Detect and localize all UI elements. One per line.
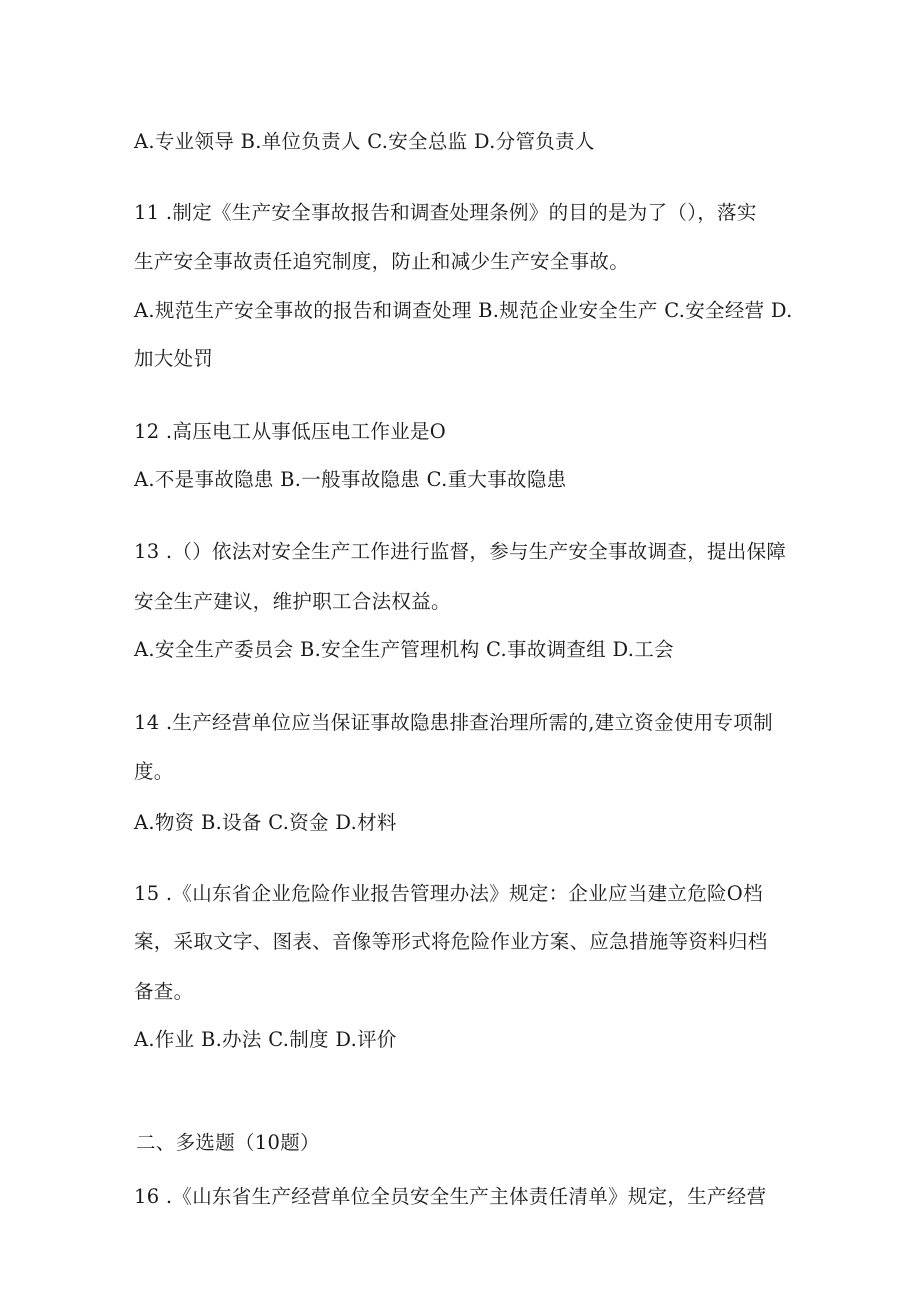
q13-stem-line-1: 13 .（）依法对安全生产工作进行监督，参与生产安全事故调查，提出保障	[134, 540, 787, 563]
q15-stem-line-1: 15 .《山东省企业危险作业报告管理办法》规定：企业应当建立危险O档	[134, 882, 763, 905]
q15-options: A.作业 B.办法 C.制度 D.评价	[134, 1028, 397, 1051]
q14-stem-line-2: 度。	[134, 760, 174, 783]
q15-stem-line-2: 案，采取文字、图表、音像等形式将危险作业方案、应急措施等资料归档	[134, 930, 768, 953]
q11-options-line-2: 加大处罚	[134, 347, 214, 370]
q14-options: A.物资 B.设备 C.资金 D.材料	[134, 811, 397, 834]
q11-stem-line-2: 生产安全事故责任追究制度，防止和减少生产安全事故。	[134, 250, 630, 273]
q14-stem-line-1: 14 .生产经营单位应当保证事故隐患排查治理所需的,建立资金使用专项制	[134, 711, 773, 734]
q15-stem-line-3: 备查。	[134, 980, 194, 1003]
q10-options: A.专业领导 B.单位负责人 C.安全总监 D.分管负责人	[134, 130, 595, 153]
section-heading-multiple-choice: 二、多选题（10题）	[136, 1131, 320, 1154]
q13-options: A.安全生产委员会 B.安全生产管理机构 C.事故调查组 D.工会	[134, 638, 674, 661]
q11-options-line-1: A.规范生产安全事故的报告和调查处理 B.规范企业安全生产 C.安全经营 D.	[134, 299, 793, 322]
q11-stem-line-1: 11 .制定《生产安全事故报告和调查处理条例》的目的是为了（），落实	[134, 201, 757, 224]
q12-stem: 12 .高压电工从事低压电工作业是O	[134, 420, 447, 443]
q13-stem-line-2: 安全生产建议，维护职工合法权益。	[134, 590, 451, 613]
q16-stem-line-1: 16 .《山东省生产经营单位全员安全生产主体责任清单》规定，生产经营	[134, 1185, 767, 1208]
q12-options: A.不是事故隐患 B.一般事故隐患 C.重大事故隐患	[134, 468, 567, 491]
